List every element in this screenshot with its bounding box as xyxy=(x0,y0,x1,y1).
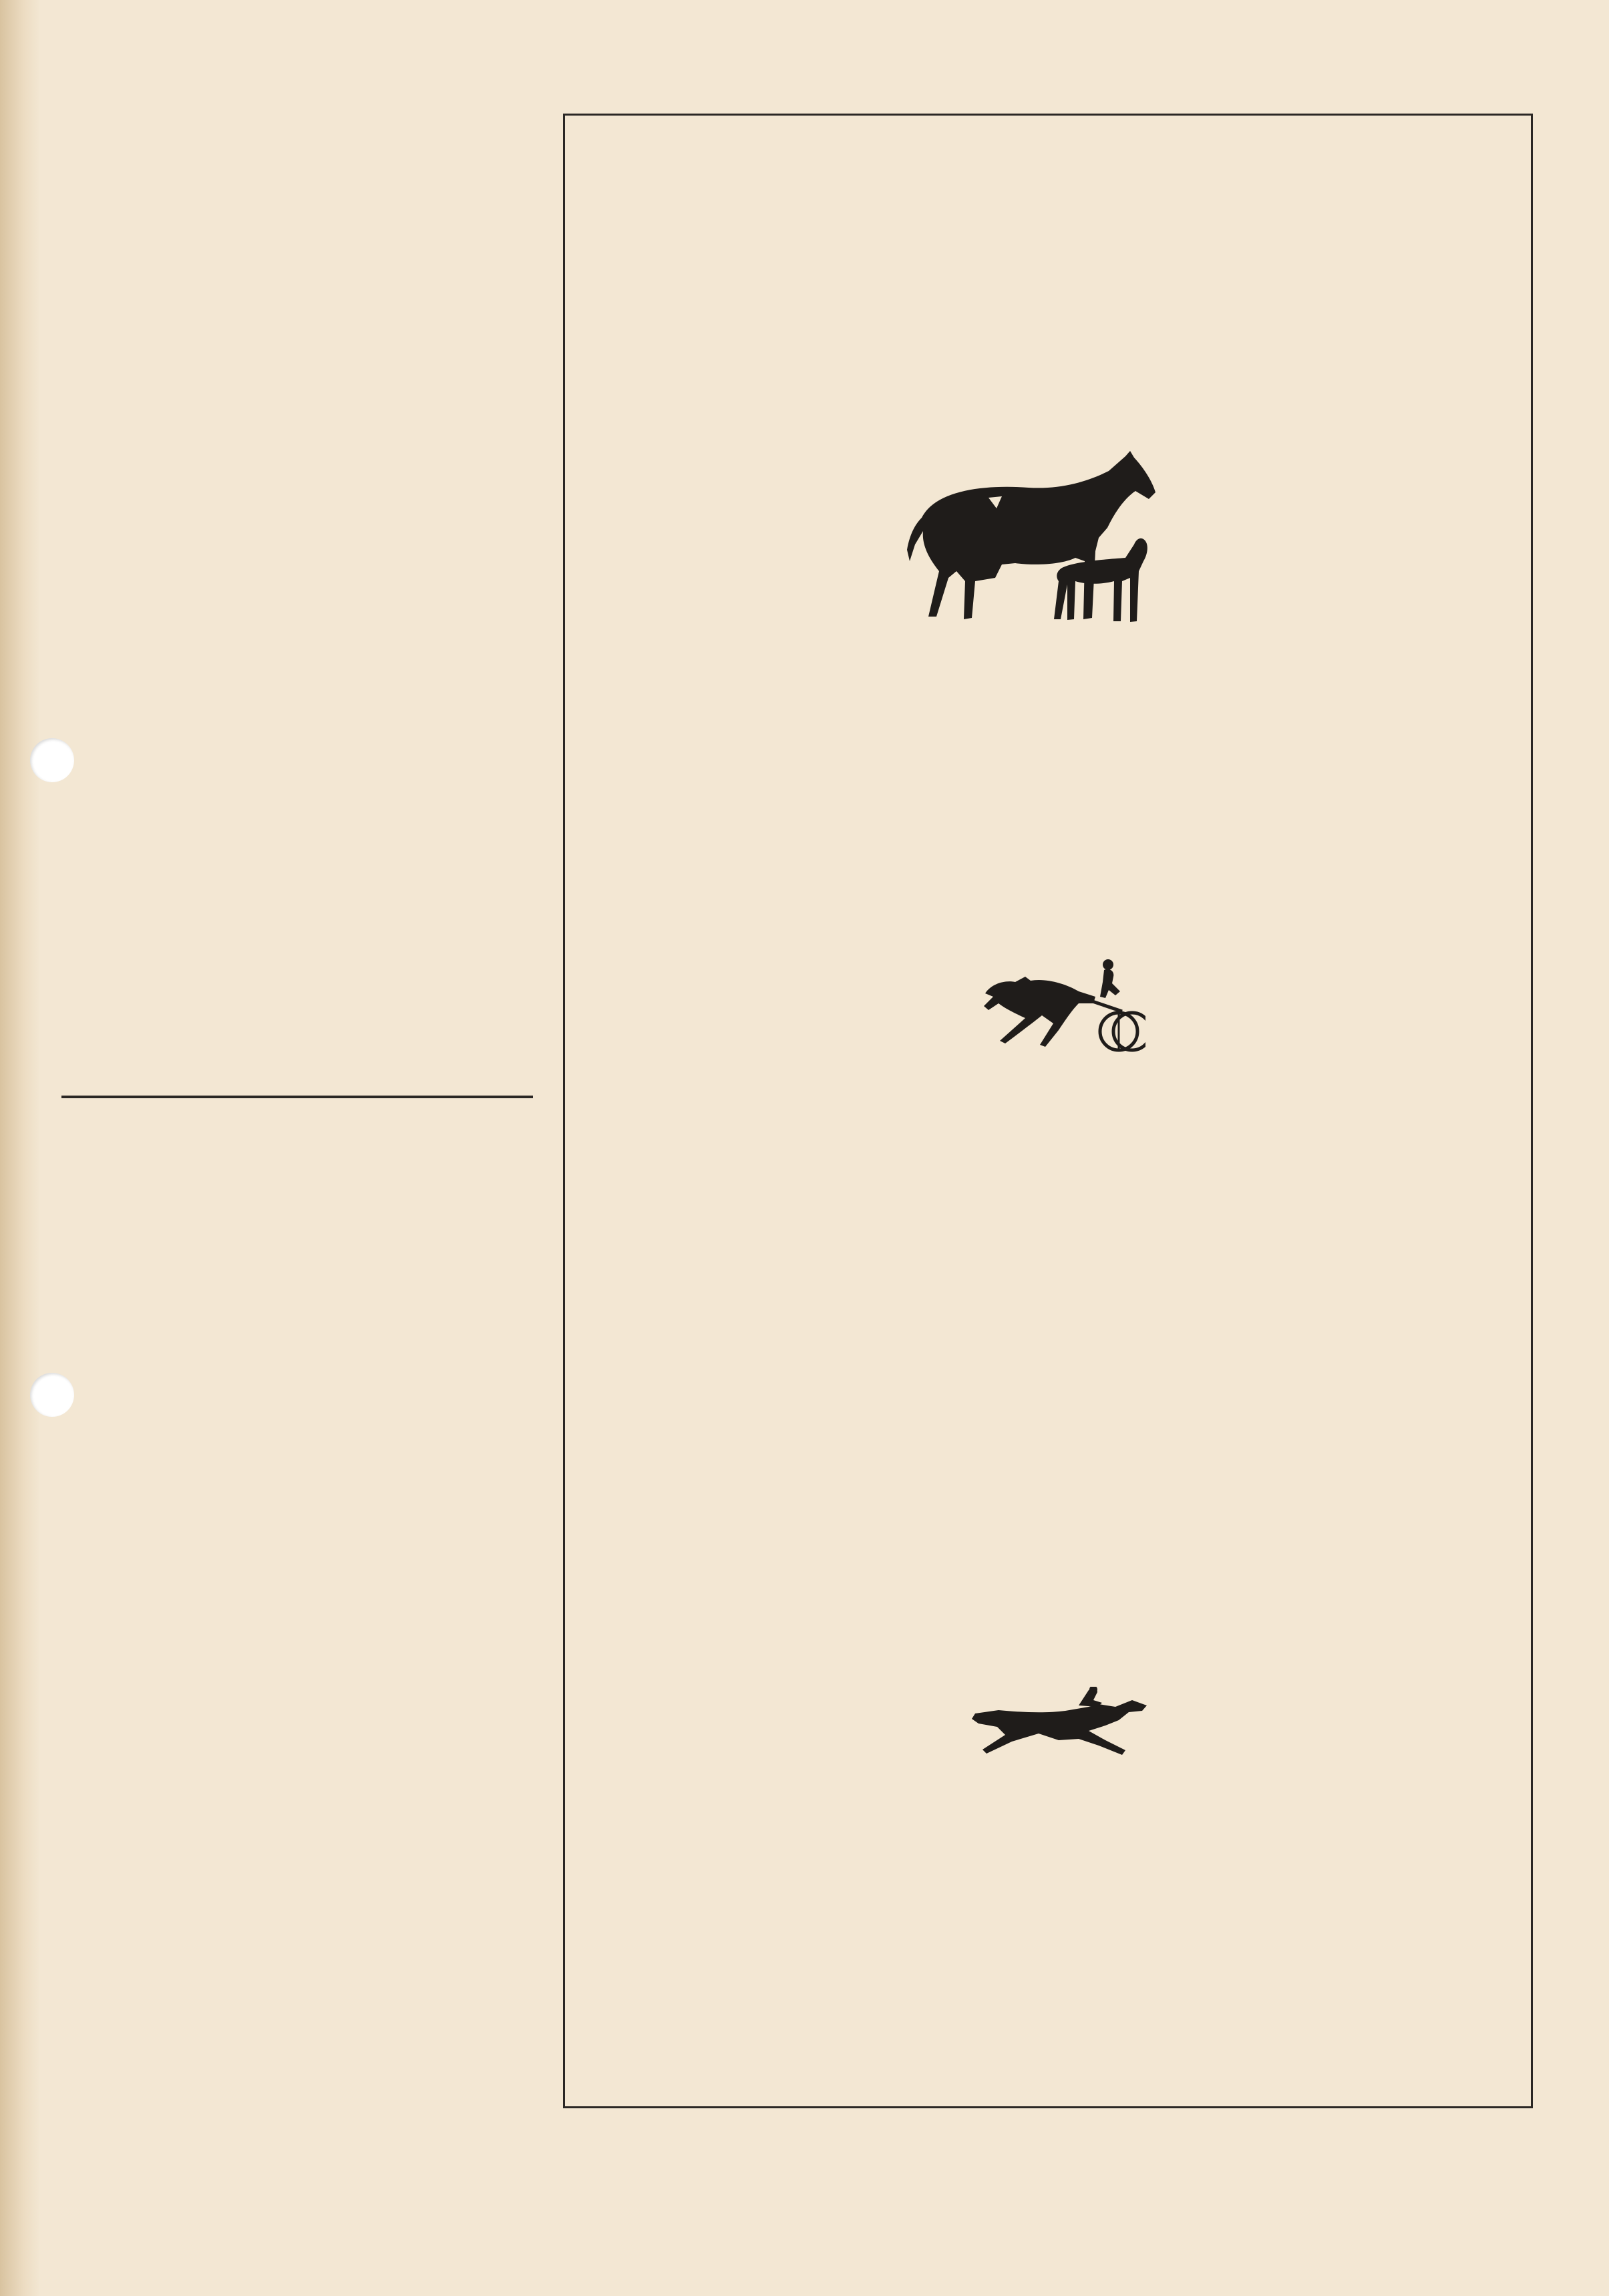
mare-and-foal-icon xyxy=(895,444,1162,638)
page-edge-shadow xyxy=(0,0,40,2296)
column-divider-rule xyxy=(61,1096,533,1098)
november-highlights-box xyxy=(563,114,1533,2108)
harness-racing-sulky-icon xyxy=(978,957,1145,1057)
punch-hole-bottom xyxy=(30,1373,74,1417)
galloping-racehorse-jockey-icon xyxy=(972,1687,1152,1760)
fokkerij-day-1 xyxy=(0,689,1609,713)
fokkerij-day-2 xyxy=(0,762,1609,786)
